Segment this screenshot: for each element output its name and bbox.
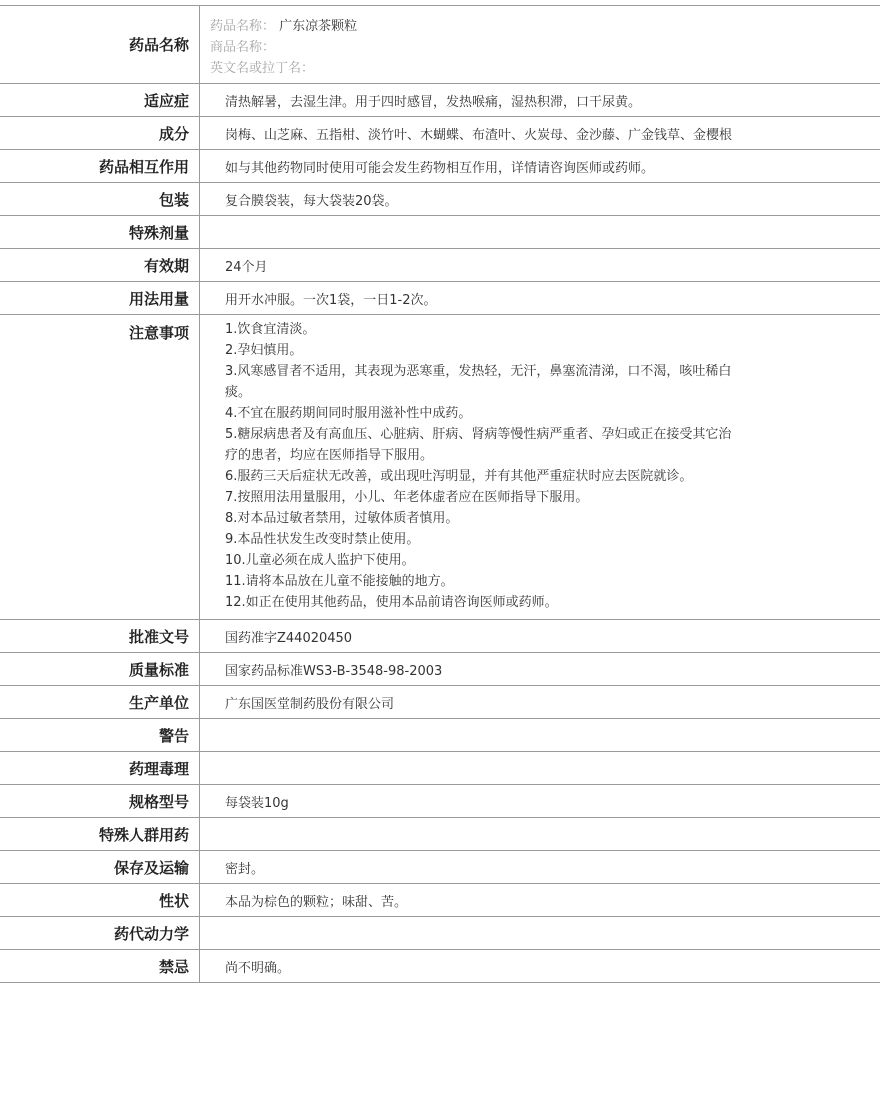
- row-special-groups: [0, 818, 880, 851]
- row-pharmacokinetics: [0, 917, 880, 950]
- list-item: 1.饮食宜清淡。: [225, 322, 316, 337]
- list-item: 2.孕妇慎用。: [225, 343, 303, 358]
- row-standard: [0, 653, 880, 686]
- list-item: 3.风寒感冒者不适用，其表现为恶寒重，发热轻，无汗，鼻塞流清涕，口不渴，咳吐稀白: [225, 364, 732, 379]
- list-item: 6.服药三天后症状无改善，或出现吐泻明显，并有其他严重症状时应去医院就诊。: [225, 469, 693, 484]
- row-label: 质量标准: [0, 653, 200, 685]
- row-value: [200, 917, 880, 949]
- row-interactions: [0, 150, 880, 183]
- row-label: 特殊人群用药: [0, 818, 200, 850]
- row-label: 批准文号: [0, 620, 200, 652]
- row-label: 警告: [0, 719, 200, 751]
- list-item: 10.儿童必须在成人监护下使用。: [225, 553, 415, 568]
- row-ingredients: [0, 117, 880, 150]
- row-value: [200, 752, 880, 784]
- list-item: 痰。: [225, 385, 252, 400]
- row-packaging: [0, 183, 880, 216]
- row-value: 尚不明确。: [225, 961, 291, 976]
- row-label: 注意事项: [0, 315, 200, 619]
- row-label: 有效期: [0, 249, 200, 281]
- row-manufacturer: [0, 686, 880, 719]
- english-name-key: 英文名或拉丁名：: [210, 61, 315, 76]
- drug-name-value: 广东凉茶颗粒: [279, 19, 358, 34]
- list-item: 5.糖尿病患者及有高血压、心脏病、肝病、肾病等慢性病严重者、孕妇或正在接受其它治: [225, 427, 732, 442]
- row-label: 性状: [0, 884, 200, 916]
- row-label: 适应症: [0, 84, 200, 116]
- drug-name-block: [200, 6, 880, 83]
- row-appearance: [0, 884, 880, 917]
- drug-name-key: 药品名称：: [210, 19, 276, 34]
- row-usage: [0, 282, 880, 315]
- row-value: 广东国医堂制药股份有限公司: [225, 697, 395, 712]
- drug-spec-table: [0, 5, 880, 983]
- row-value: 岗梅、山芝麻、五指柑、淡竹叶、木蝴蝶、布渣叶、火炭母、金沙藤、广金钱草、金樱根: [225, 128, 733, 143]
- row-value: 本品为棕色的颗粒；味甜、苦。: [225, 895, 408, 910]
- row-value: 国药准字Z44020450: [225, 631, 353, 646]
- row-value: 24个月: [225, 260, 268, 275]
- list-item: 疗的患者，均应在医师指导下服用。: [225, 448, 434, 463]
- row-label: 药品相互作用: [0, 150, 200, 182]
- row-specification: [0, 785, 880, 818]
- list-item: 4.不宜在服药期间同时服用滋补性中成药。: [225, 406, 472, 421]
- row-validity: [0, 249, 880, 282]
- row-value: 国家药品标准WS3-B-3548-98-2003: [225, 664, 443, 679]
- list-item: 11.请将本品放在儿童不能接触的地方。: [225, 574, 454, 589]
- row-precautions: [0, 315, 880, 620]
- drug-name-line: [210, 16, 870, 37]
- row-label: 药代动力学: [0, 917, 200, 949]
- row-value: 每袋装10g: [225, 796, 289, 811]
- list-item: 7.按照用法用量服用，小儿、年老体虚者应在医师指导下服用。: [225, 490, 589, 505]
- row-approval: [0, 620, 880, 653]
- row-drug-name: [0, 6, 880, 84]
- row-value: 用开水冲服。一次1袋，一日1-2次。: [225, 293, 437, 308]
- row-warning: [0, 719, 880, 752]
- precautions-list: [200, 315, 880, 619]
- row-value: 清热解暑，去湿生津。用于四时感冒，发热喉痛，湿热积滞，口干尿黄。: [225, 95, 642, 110]
- row-label: 用法用量: [0, 282, 200, 314]
- row-value: [200, 719, 880, 751]
- row-value: 如与其他药物同时使用可能会发生药物相互作用，详情请咨询医师或药师。: [225, 161, 655, 176]
- row-toxicology: [0, 752, 880, 785]
- row-label: 规格型号: [0, 785, 200, 817]
- row-indication: [0, 84, 880, 117]
- row-value: 密封。: [225, 862, 265, 877]
- row-value: [200, 216, 880, 248]
- row-special-dosage: [0, 216, 880, 249]
- list-item: 12.如正在使用其他药品，使用本品前请咨询医师或药师。: [225, 595, 558, 610]
- row-storage: [0, 851, 880, 884]
- row-label: 药理毒理: [0, 752, 200, 784]
- list-item: 8.对本品过敏者禁用，过敏体质者慎用。: [225, 511, 459, 526]
- row-label: 特殊剂量: [0, 216, 200, 248]
- list-item: 9.本品性状发生改变时禁止使用。: [225, 532, 420, 547]
- row-value: 复合膜袋装，每大袋装20袋。: [225, 194, 398, 209]
- row-label: 包装: [0, 183, 200, 215]
- row-label: 成分: [0, 117, 200, 149]
- row-label: 禁忌: [0, 950, 200, 982]
- row-value: [200, 818, 880, 850]
- row-label: 药品名称: [0, 6, 200, 83]
- row-label: 生产单位: [0, 686, 200, 718]
- trade-name-key: 商品名称：: [210, 40, 276, 55]
- row-contraindications: [0, 950, 880, 983]
- row-label: 保存及运输: [0, 851, 200, 883]
